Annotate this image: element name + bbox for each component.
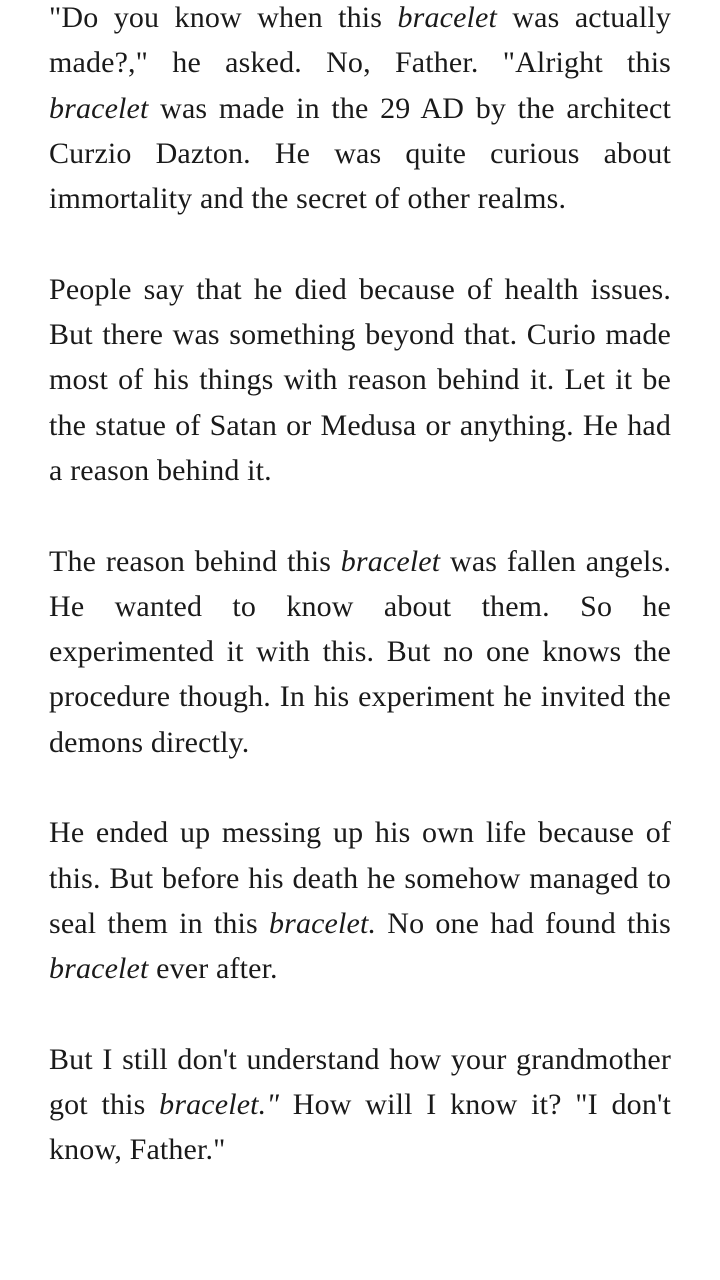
paragraph [49,810,671,991]
paragraph [49,0,671,221]
text-run: People say that he died because of health issues. But there was something beyond that. Curio made most of his things with reason behind it. Let it be the statue of Satan or Medusa or anything. He had a reason behind it. [49,272,671,487]
italic-word: bracelet." [159,1088,280,1122]
italic-word: bracelet [49,91,149,125]
text-run: was fallen angels. He wanted to know about them. So he experimented it with this. But no one knows the procedure though. In his experiment he invited the demons directly. [49,544,671,759]
italic-word: bracelet [49,952,149,986]
italic-word: bracelet [340,544,441,578]
text-run: How will I know it? "I don't know, Father." [49,1088,672,1167]
text-run: But I still don't understand how your grandmother got this [49,1042,671,1122]
story-text [49,0,671,1173]
text-run: ever after. [148,952,278,986]
paragraph [49,539,671,765]
italic-word: bracelet [397,1,497,34]
italic-word: bracelet. [268,906,377,940]
text-run: was actually made?," he asked. No, Father. "Alright this [49,1,671,80]
text-run: He ended up messing up his own life because of this. But before his death he somehow managed to seal them in this [49,816,671,940]
paragraph [49,1037,671,1173]
text-run: No one had found this [376,906,671,940]
text-run: was made in the 29 AD by the architect Curzio Dazton. He was quite curious about immortality and the secret of other realms. [49,91,671,216]
text-run: "Do you know when this [49,1,398,34]
paragraph [49,267,671,493]
text-run: The reason behind this [49,544,341,578]
